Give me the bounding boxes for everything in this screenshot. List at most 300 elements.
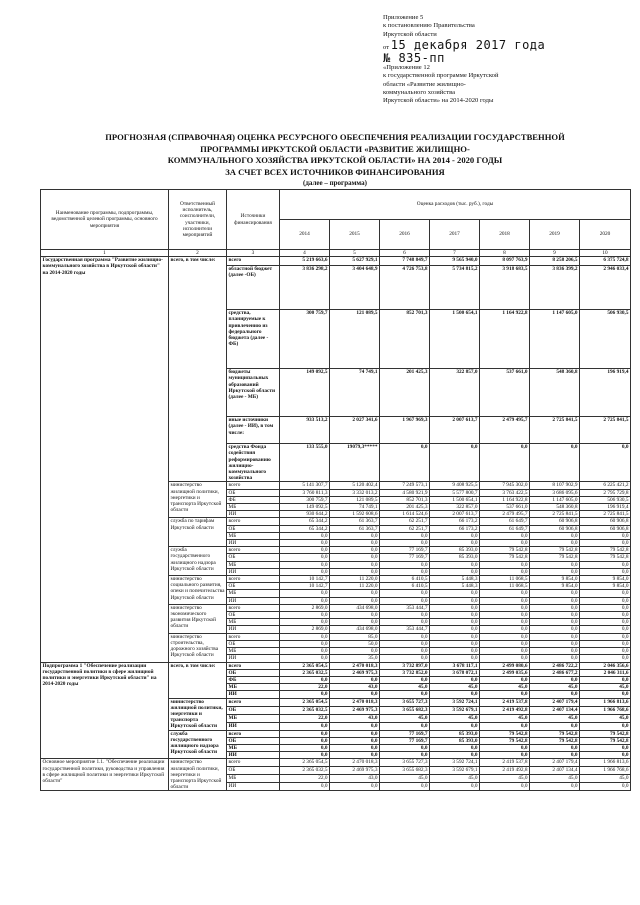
value-cell: 4 580 921,9 (380, 489, 430, 496)
value-cell: 79 542,8 (530, 547, 580, 554)
value-cell: 0,0 (330, 532, 380, 539)
value-cell: 0,0 (430, 568, 480, 575)
title-line-1: ПРОГНОЗНАЯ (СПРАВОЧНАЯ) ОЦЕНКА РЕСУРСНОГО ОБЕСПЕЧЕНИЯ РЕАЛИЗАЦИИ ГОСУДАРСТВЕННОЙ (105, 132, 565, 142)
value-cell: 5 627 929,1 (330, 257, 380, 266)
value-cell: 85 393,0 (430, 547, 480, 554)
value-cell: 61 363,7 (330, 518, 380, 525)
value-cell: 0,0 (480, 640, 530, 647)
value-cell: 79 542,8 (530, 737, 580, 744)
value-cell: 201 425,3 (380, 369, 430, 417)
value-cell: 79 542,8 (580, 737, 631, 744)
value-cell: 1 147 605,0 (530, 310, 580, 369)
value-cell: 0,0 (530, 691, 580, 698)
value-cell: 0,0 (280, 744, 330, 751)
value-cell: 85 393,0 (430, 737, 480, 744)
value-cell: 0,0 (430, 676, 480, 683)
executor-cell: служба государственного жилищного надзора Иркутской области (169, 547, 227, 576)
value-cell: 9 854,0 (530, 583, 580, 590)
source-cell: ОБ (227, 489, 280, 496)
value-cell: 0,0 (330, 568, 380, 575)
value-cell: 0,0 (280, 752, 330, 759)
value-cell: 0,0 (530, 648, 580, 655)
value-cell: 45,0 (530, 714, 580, 722)
value-cell: 3 655 682,3 (380, 706, 430, 714)
value-cell: 79 542,8 (580, 547, 631, 554)
value-cell: 0,0 (280, 737, 330, 744)
handwritten-number: № 835-пп (383, 51, 445, 66)
value-cell: 0,0 (480, 633, 530, 640)
value-cell: 45,0 (430, 684, 480, 691)
value-cell: 0,0 (480, 590, 530, 597)
value-cell: 45,0 (430, 714, 480, 722)
value-cell: 2 486 722,2 (530, 662, 580, 669)
value-cell: 852 701,3 (380, 496, 430, 503)
value-cell: 3 732 897,0 (380, 662, 430, 669)
value-cell: 2 046 356,6 (580, 662, 631, 669)
date-line (383, 39, 623, 52)
appendix-12-label: «Приложение 12 (383, 64, 430, 72)
source-cell: МБ (227, 561, 280, 568)
value-cell: 43,0 (330, 684, 380, 691)
value-cell: 1 147 605,0 (530, 496, 580, 503)
value-cell: 0,0 (380, 612, 430, 619)
value-cell: 85,0 (330, 633, 380, 640)
value-cell: 2 046 311,6 (580, 669, 631, 676)
value-cell: 0,0 (480, 561, 530, 568)
value-cell: 0,0 (430, 722, 480, 730)
value-cell: 45,0 (380, 684, 430, 691)
value-cell: 0,0 (380, 532, 430, 539)
value-cell: 3 836 399,2 (530, 266, 580, 310)
value-cell: 0,0 (430, 561, 480, 568)
value-cell: 353 444,7 (380, 626, 430, 633)
value-cell: 5 219 663,6 (280, 257, 330, 266)
source-cell: ИИ (227, 568, 280, 575)
source-cell: областной бюджет (далее -ОБ) (227, 266, 280, 310)
value-cell: 1 966 813,6 (580, 698, 631, 706)
source-cell: МБ (227, 590, 280, 597)
column-number: 3 (227, 250, 280, 257)
value-cell: 0,0 (280, 633, 330, 640)
value-cell: 62 251,7 (380, 518, 430, 525)
value-cell: 45,0 (380, 714, 430, 722)
resolution-header (383, 14, 623, 106)
value-cell: 11 220,0 (330, 583, 380, 590)
value-cell: 0,0 (380, 744, 430, 751)
value-cell: 2 725 841,5 (580, 417, 631, 444)
value-cell: 85 393,0 (430, 554, 480, 561)
value-cell: 5 448,3 (430, 583, 480, 590)
value-cell: 0,0 (380, 691, 430, 698)
value-cell: 0,0 (280, 554, 330, 561)
value-cell: 0,0 (580, 648, 631, 655)
value-cell: 0,0 (580, 604, 631, 611)
value-cell: 2 365 054,5 (280, 698, 330, 706)
source-cell: ФБ (227, 676, 280, 683)
value-cell: 77 169,7 (380, 737, 430, 744)
value-cell: 60 906,8 (530, 525, 580, 532)
value-cell: 6 410,5 (380, 583, 430, 590)
title-line-2: ПРОГРАММЫ ИРКУТСКОЙ ОБЛАСТИ «РАЗВИТИЕ ЖИЛИЩНО- (200, 143, 470, 154)
value-cell: 60 906,8 (580, 525, 631, 532)
value-cell: 0,0 (380, 783, 430, 791)
value-cell: 0,0 (280, 691, 330, 698)
value-cell: 201 425,3 (380, 504, 430, 511)
value-cell: 0,0 (330, 676, 380, 683)
value-cell: 0,0 (330, 691, 380, 698)
column-number: 1 (41, 250, 169, 257)
value-cell: 506 930,5 (580, 310, 631, 369)
value-cell: 196 919,4 (580, 369, 631, 417)
title-line-5: (далее – программа) (303, 179, 367, 187)
value-cell: 2 365 032,5 (280, 669, 330, 676)
value-cell: 0,0 (280, 540, 330, 547)
value-cell: 3 655 727,3 (380, 698, 430, 706)
value-cell: 45,0 (480, 684, 530, 691)
value-cell: 22,0 (280, 775, 330, 783)
value-cell: 0,0 (480, 597, 530, 604)
value-cell: 0,0 (580, 676, 631, 683)
value-cell: 5 577 800,7 (430, 489, 480, 496)
source-cell: средства, планируемые к привлечению из федерального бюджета (далее - ФБ) (227, 310, 280, 369)
value-cell: 45,0 (580, 714, 631, 722)
source-cell: всего (227, 698, 280, 706)
value-cell: 0,0 (280, 676, 330, 683)
source-cell: ОБ (227, 640, 280, 647)
value-cell: 0,0 (380, 561, 430, 568)
value-cell: 0,0 (280, 590, 330, 597)
source-cell: ИИ (227, 626, 280, 633)
value-cell: 77 169,7 (380, 554, 430, 561)
source-cell: всего (227, 576, 280, 583)
source-cell: ИИ (227, 722, 280, 730)
column-number: 10 (580, 250, 631, 257)
value-cell: 0,0 (430, 444, 480, 482)
value-cell: 8 097 763,9 (480, 257, 530, 266)
value-cell: 2 869,0 (280, 626, 330, 633)
value-cell: 506 930,5 (580, 496, 631, 503)
executor-cell: всего, в том числе: (169, 662, 227, 698)
value-cell: 2 365 032,5 (280, 706, 330, 714)
value-cell: 45,0 (530, 775, 580, 783)
value-cell: 9 854,0 (530, 576, 580, 583)
value-cell: 133 555,0 (280, 444, 330, 482)
value-cell: 0,0 (330, 648, 380, 655)
value-cell: 0,0 (530, 676, 580, 683)
value-cell: 0,0 (330, 737, 380, 744)
value-cell: 0,0 (280, 730, 330, 737)
source-cell: ФБ (227, 496, 280, 503)
value-cell: 0,0 (430, 783, 480, 791)
value-cell: 2 869,0 (280, 604, 330, 611)
value-cell: 0,0 (580, 444, 631, 482)
value-cell: 0,0 (430, 540, 480, 547)
source-cell: МБ (227, 744, 280, 751)
table-header (41, 190, 631, 257)
source-cell: ОБ (227, 669, 280, 676)
value-cell: 0,0 (330, 612, 380, 619)
value-cell: 79 542,8 (580, 730, 631, 737)
th-estimate: Оценка расходов (тыс. руб.), годы (280, 190, 631, 220)
value-cell: 62 251,7 (380, 525, 430, 532)
value-cell: 10 142,7 (280, 583, 330, 590)
date-prefix: от (383, 43, 390, 51)
value-cell: 3 836 298,2 (280, 266, 330, 310)
source-cell: иные источники (далее - ИИ), в том числе: (227, 417, 280, 444)
value-cell: 4 726 753,8 (380, 266, 430, 310)
value-cell: 3 592 724,1 (430, 759, 480, 767)
value-cell: 0,0 (580, 722, 631, 730)
source-cell: всего (227, 662, 280, 669)
value-cell: 65 344,2 (280, 518, 330, 525)
value-cell: 1 592 608,6 (330, 511, 380, 518)
value-cell: 2 419 537,8 (480, 759, 530, 767)
value-cell: 0,0 (480, 691, 530, 698)
value-cell: 79 542,8 (480, 737, 530, 744)
value-cell: 322 857,0 (430, 369, 480, 417)
value-cell: 0,0 (430, 612, 480, 619)
value-cell: 0,0 (530, 532, 580, 539)
value-cell: 43,0 (330, 775, 380, 783)
value-cell: 74 749,1 (330, 369, 380, 417)
value-cell: 1 966 768,6 (580, 706, 631, 714)
source-cell: МБ (227, 619, 280, 626)
value-cell: 0,0 (580, 612, 631, 619)
value-cell: 2 946 033,4 (580, 266, 631, 310)
table-row (41, 662, 631, 669)
year-header: 2016 (380, 220, 430, 250)
value-cell: 0,0 (280, 619, 330, 626)
value-cell: 0,0 (430, 532, 480, 539)
program-ref-line4: Иркутской области» на 2014-2020 годы (383, 97, 494, 105)
value-cell: 7 748 849,7 (380, 257, 430, 266)
source-cell: МБ (227, 504, 280, 511)
value-cell: 0,0 (580, 532, 631, 539)
value-cell: 2 007 613,7 (430, 417, 480, 444)
value-cell: 0,0 (530, 752, 580, 759)
source-cell: всего (227, 759, 280, 767)
value-cell: 0,0 (330, 722, 380, 730)
value-cell: 0,0 (530, 640, 580, 647)
year-header: 2018 (480, 220, 530, 250)
source-cell: всего (227, 482, 280, 489)
value-cell: 2 419 492,8 (480, 767, 530, 775)
value-cell: 0,0 (280, 655, 330, 662)
value-cell: 6 225 421,2 (580, 482, 631, 489)
source-cell: всего (227, 604, 280, 611)
value-cell: 2 470 018,3 (330, 698, 380, 706)
program-ref: к государственной программе Иркутской (383, 72, 499, 80)
value-cell: 0,0 (380, 444, 430, 482)
handwritten-date: 15 декабря 2017 года (390, 37, 546, 52)
source-cell: МБ (227, 714, 280, 722)
value-cell: 3 592 679,1 (430, 767, 480, 775)
value-cell: 77 169,7 (380, 730, 430, 737)
year-header: 2014 (280, 220, 330, 250)
value-cell: 0,0 (530, 619, 580, 626)
value-cell: 3 655 682,3 (380, 767, 430, 775)
value-cell: 0,0 (480, 655, 530, 662)
value-cell: 0,0 (330, 744, 380, 751)
source-cell: ИИ (227, 783, 280, 791)
value-cell: 0,0 (480, 540, 530, 547)
column-number: 8 (480, 250, 530, 257)
program-name-cell: Подпрограмма 1 "Обеспечение реализации государственной политики в сфере жилищной политики и энергетики Иркутской области" на 2014-2020 годы (41, 662, 169, 759)
value-cell: 300 759,7 (280, 496, 330, 503)
table-row (41, 759, 631, 767)
source-cell: всего (227, 518, 280, 525)
value-cell: 0,0 (480, 783, 530, 791)
value-cell: 0,0 (380, 722, 430, 730)
year-header: 2019 (530, 220, 580, 250)
value-cell: 2 795 729,8 (580, 489, 631, 496)
value-cell: 3 686 095,6 (530, 489, 580, 496)
value-cell: 1 614 524,6 (380, 511, 430, 518)
value-cell: 45,0 (480, 714, 530, 722)
value-cell: 5 141 307,7 (280, 482, 330, 489)
value-cell: 8 107 902,9 (530, 482, 580, 489)
value-cell: 0,0 (380, 648, 430, 655)
value-cell: 121 089,5 (330, 310, 380, 369)
value-cell: 79 542,8 (480, 547, 530, 554)
value-cell: 45,0 (430, 775, 480, 783)
value-cell: 2 486 677,2 (530, 669, 580, 676)
value-cell: 79 542,8 (480, 554, 530, 561)
year-header: 2017 (430, 220, 480, 250)
value-cell: 3 732 852,0 (380, 669, 430, 676)
value-cell: 2 007 613,7 (430, 511, 480, 518)
source-cell: МБ (227, 532, 280, 539)
table-row (41, 257, 631, 266)
source-cell: всего (227, 730, 280, 737)
value-cell: 0,0 (330, 730, 380, 737)
source-cell: ИИ (227, 691, 280, 698)
value-cell: 0,0 (430, 604, 480, 611)
value-cell: 9 854,0 (580, 576, 631, 583)
value-cell: 77 169,7 (380, 547, 430, 554)
value-cell: 0,0 (430, 648, 480, 655)
value-cell: 0,0 (580, 626, 631, 633)
value-cell: 3 678 117,1 (430, 662, 480, 669)
value-cell: 0,0 (380, 540, 430, 547)
value-cell: 0,0 (580, 568, 631, 575)
value-cell: 548 360,8 (530, 369, 580, 417)
value-cell: 2 027 341,6 (330, 417, 380, 444)
value-cell: 2 469 975,3 (330, 767, 380, 775)
value-cell: 60 906,8 (530, 518, 580, 525)
funding-table (40, 189, 631, 791)
value-cell: 0,0 (480, 722, 530, 730)
source-cell: ОБ (227, 554, 280, 561)
executor-cell: министерство жилищной политики, энергетики и транспорта Иркутской области (169, 759, 227, 791)
value-cell: 11 220,0 (330, 576, 380, 583)
value-cell: 0,0 (480, 444, 530, 482)
value-cell: 10 142,7 (280, 576, 330, 583)
value-cell: 79 542,8 (530, 554, 580, 561)
value-cell: 9 565 940,0 (430, 257, 480, 266)
value-cell: 2 479 495,7 (480, 417, 530, 444)
value-cell: 0,0 (430, 626, 480, 633)
value-cell: 0,0 (380, 597, 430, 604)
value-cell: 45,0 (580, 684, 631, 691)
value-cell: 2 725 841,5 (580, 511, 631, 518)
column-number: 5 (330, 250, 380, 257)
value-cell: 2 407 179,4 (530, 698, 580, 706)
value-cell: 3 678 072,1 (430, 669, 480, 676)
value-cell: 2 725 841,5 (530, 511, 580, 518)
value-cell: 0,0 (530, 604, 580, 611)
value-cell: 85 393,0 (430, 730, 480, 737)
value-cell: 79 542,8 (480, 730, 530, 737)
th-source: Источники финансирования (227, 190, 280, 250)
executor-cell: всего, в том числе: (169, 257, 227, 482)
value-cell: 8 258 206,5 (530, 257, 580, 266)
value-cell: 0,0 (280, 722, 330, 730)
value-cell: 7 945 302,0 (480, 482, 530, 489)
value-cell: 2 407 134,4 (530, 767, 580, 775)
value-cell: 0,0 (430, 752, 480, 759)
value-cell: 0,0 (380, 590, 430, 597)
value-cell: 1 164 922,8 (480, 496, 530, 503)
value-cell: 45,0 (530, 684, 580, 691)
value-cell: 1 966 768,6 (580, 767, 631, 775)
document-title (40, 132, 630, 190)
value-cell: 22,0 (280, 684, 330, 691)
value-cell: 0,0 (530, 568, 580, 575)
value-cell: 0,0 (480, 626, 530, 633)
value-cell: 2 365 054,5 (280, 662, 330, 669)
value-cell: 3 918 683,5 (480, 266, 530, 310)
column-number: 9 (530, 250, 580, 257)
value-cell: 61 649,7 (480, 518, 530, 525)
value-cell: 9 854,0 (580, 583, 631, 590)
value-cell: 0,0 (480, 676, 530, 683)
value-cell: 0,0 (580, 619, 631, 626)
value-cell: 1 500 654,1 (430, 496, 480, 503)
value-cell: 60 906,8 (580, 518, 631, 525)
executor-cell: министерство экономического развития Иркутской области (169, 604, 227, 633)
value-cell: 6 410,5 (380, 576, 430, 583)
value-cell: 149 092,5 (280, 369, 330, 417)
value-cell: 61 363,7 (330, 525, 380, 532)
value-cell: 2 499 080,6 (480, 662, 530, 669)
executor-cell: министерство жилищной политики, энергетики и транспорта Иркутской области (169, 482, 227, 518)
value-cell: 0,0 (430, 640, 480, 647)
value-cell: 45,0 (380, 775, 430, 783)
value-cell: 2 479 495,7 (480, 511, 530, 518)
value-cell: 0,0 (330, 540, 380, 547)
source-cell: МБ (227, 648, 280, 655)
source-cell: средства Фонда содействия реформированию жилищно-коммунального хозяйства (227, 444, 280, 482)
source-cell: ОБ (227, 737, 280, 744)
value-cell: 0,0 (580, 561, 631, 568)
column-number: 4 (280, 250, 330, 257)
value-cell: 0,0 (380, 568, 430, 575)
resolution-ref: к постановлению Правительства (383, 22, 475, 30)
title-line-3: КОММУНАЛЬНОГО ХОЗЯЙСТВА ИРКУТСКОЙ ОБЛАСТИ» НА 2014 - 2020 ГОДЫ (167, 155, 503, 165)
value-cell: 0,0 (530, 655, 580, 662)
value-cell: 0,0 (530, 444, 580, 482)
value-cell: 0,0 (530, 633, 580, 640)
value-cell: 0,0 (580, 640, 631, 647)
source-cell: МБ (227, 775, 280, 783)
value-cell: 65 344,2 (280, 525, 330, 532)
value-cell: 434 698,0 (330, 626, 380, 633)
value-cell: 196 919,4 (580, 504, 631, 511)
value-cell: 2 419 537,8 (480, 698, 530, 706)
value-cell: 2 470 018,3 (330, 662, 380, 669)
value-cell: 0,0 (380, 655, 430, 662)
